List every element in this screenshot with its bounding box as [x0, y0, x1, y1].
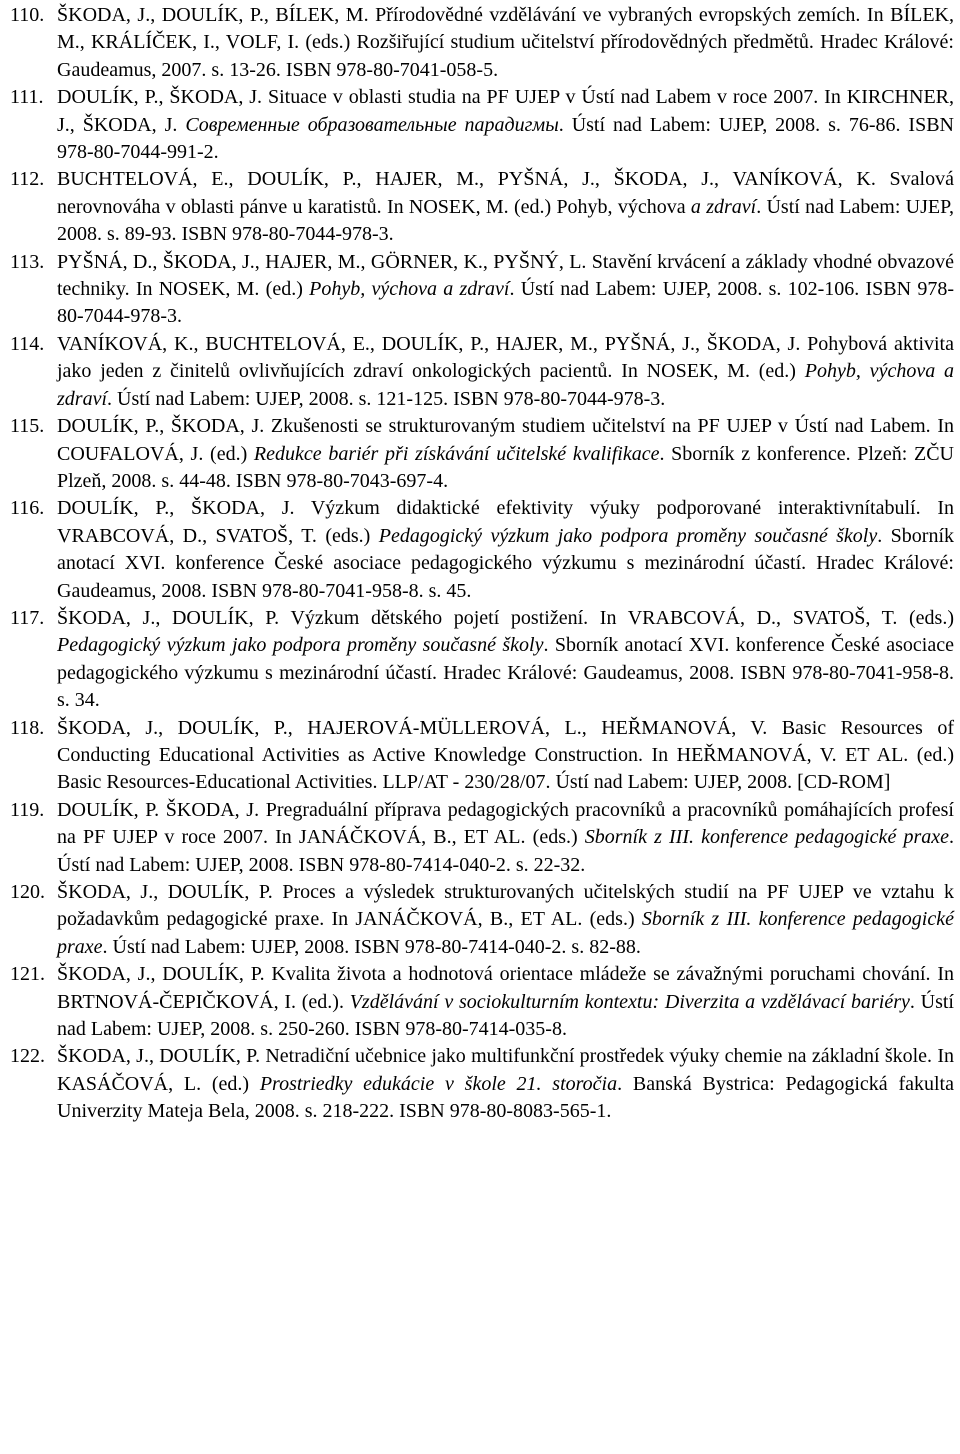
- reference-text-segment: VANÍKOVÁ, K., BUCHTELOVÁ, E., DOULÍK, P., HAJER, M., PYŠNÁ, J., ŠKODA, J. Pohybová aktivita jako jeden z činitelů ovlivňujících zdraví onkologických pacientů. In NOSEK, M. (ed.): [57, 332, 954, 383]
- reference-title-italic: Современные образовательные парадигмы: [185, 113, 559, 136]
- reference-text: [57, 607, 954, 711]
- reference-text: [57, 4, 954, 81]
- reference-item: [10, 166, 954, 248]
- reference-title-italic: Pohyb, výchova a zdraví: [309, 278, 510, 301]
- reference-number: 118.: [10, 716, 45, 739]
- reference-text-segment: . Ústí nad Labem: UJEP, 2008. s. 102-106. ISBN 978-80-7044-978-3.: [57, 278, 954, 328]
- reference-title-italic: Pohyb, výchova a zdraví: [57, 360, 955, 410]
- reference-title-italic: Sborník z III. konference pedagogické praxe: [584, 826, 949, 849]
- reference-container: [10, 2, 954, 1126]
- reference-text-segment: ŠKODA, J., DOULÍK, P. Kvalita života a hodnotová orientace mládeže se závažnými poruchami chování. In BRTNOVÁ-ČEPIČKOVÁ, I. (ed.).: [57, 963, 954, 1013]
- reference-text-segment: ŠKODA, J., DOULÍK, P. Výzkum dětského pojetí postižení. In VRABCOVÁ, D., SVATOŠ, T. (eds.): [57, 606, 954, 629]
- reference-item: [10, 249, 954, 331]
- reference-number: 110.: [10, 4, 45, 26]
- reference-text-segment: . Ústí nad Labem: UJEP, 2008. s. 250-260. ISBN 978-80-7414-035-8.: [57, 990, 954, 1041]
- reference-text: [57, 799, 954, 876]
- reference-item: [10, 961, 954, 1043]
- reference-item: [10, 879, 954, 961]
- reference-number: 115.: [10, 415, 45, 438]
- reference-title-italic: Pedagogický výzkum jako podpora proměny současné školy: [57, 634, 544, 657]
- reference-title-italic: Pedagogický výzkum jako podpora proměny současné školy: [378, 524, 878, 547]
- reference-item: [10, 1043, 954, 1125]
- reference-text: [57, 168, 954, 245]
- reference-number: 119.: [10, 798, 45, 821]
- reference-number: 114.: [10, 332, 45, 355]
- reference-text-segment: ŠKODA, J., DOULÍK, P., HAJEROVÁ-MÜLLEROVÁ, L., HEŘMANOVÁ, V. Basic Resources of Conducting Educational Activities as Active Knowledge Construction. In HEŘMANOVÁ, V. ET AL. (ed.) Basic Resources-Educational Activities. LLP/AT - 230/28/07. Ústí nad Labem: UJEP, 2008. [CD-ROM]: [57, 716, 954, 794]
- reference-text-segment: . Sborník z konference. Plzeň: ZČU Plzeň, 2008. s. 44-48. ISBN 978-80-7043-697-4.: [57, 442, 954, 492]
- reference-item: [10, 797, 954, 879]
- reference-text-segment: PYŠNÁ, D., ŠKODA, J., HAJER, M., GÖRNER, K., PYŠNÝ, L. Stavění krvácení a základy vhodné obvazové techniky. In NOSEK, M. (ed.): [57, 250, 954, 301]
- reference-text: [57, 251, 954, 328]
- reference-text: [57, 497, 954, 601]
- reference-text-segment: DOULÍK, P., ŠKODA, J. Situace v oblasti studia na PF UJEP v Ústí nad Labem v roce 2007. In KIRCHNER, J., ŠKODA, J.: [57, 86, 954, 136]
- reference-number: 120.: [10, 881, 45, 903]
- reference-text-segment: BUCHTELOVÁ, E., DOULÍK, P., HAJER, M., PYŠNÁ, J., ŠKODA, J., VANÍKOVÁ, K. Svalová nerovnováha v oblasti pánve u karatistů. In NOSEK, M. (ed.) Pohyb, výchova: [57, 168, 954, 218]
- reference-text-segment: . Ústí nad Labem: UJEP, 2008. s. 89-93. ISBN 978-80-7044-978-3.: [57, 195, 955, 246]
- reference-item: [10, 331, 954, 413]
- reference-item: [10, 2, 954, 84]
- reference-text-segment: . Ústí nad Labem: UJEP, 2008. s. 121-125. ISBN 978-80-7044-978-3.: [107, 387, 666, 410]
- reference-text: [57, 717, 954, 794]
- reference-text-segment: . Banská Bystrica: Pedagogická fakulta Univerzity Mateja Bela, 2008. s. 218-222. ISBN 978-80-8083-565-1.: [57, 1072, 954, 1123]
- reference-item: [10, 715, 954, 797]
- reference-text-segment: DOULÍK, P. ŠKODA, J. Pregraduální příprava pedagogických pracovníků a pracovníků pomáhajících profesí na PF UJEP v roce 2007. In JANÁČKOVÁ, B., ET AL. (eds.): [57, 798, 954, 849]
- reference-title-italic: a zdraví: [690, 195, 757, 218]
- reference-number: 117.: [10, 606, 45, 629]
- reference-text: [57, 881, 954, 958]
- reference-number: 116.: [10, 497, 45, 520]
- reference-item: [10, 84, 954, 166]
- reference-title-italic: Vzdělávání v sociokulturním kontextu: Diverzita a vzdělávací bariéry: [349, 990, 910, 1013]
- reference-number: 121.: [10, 963, 45, 986]
- reference-text-segment: DOULÍK, P., ŠKODA, J. Zkušenosti se strukturovaným studiem učitelství na PF UJEP v Ústí nad Labem. In COUFALOVÁ, J. (ed.): [57, 415, 954, 465]
- reference-title-italic: Redukce bariér při získávání učitelské kvalifikace: [253, 442, 660, 465]
- reference-item: [10, 413, 954, 495]
- reference-item: [10, 495, 954, 605]
- reference-text-segment: . Ústí nad Labem: UJEP, 2008. s. 76-86. ISBN 978-80-7044-991-2.: [57, 113, 954, 164]
- reference-title-italic: Sborník z III. konference pedagogické praxe: [57, 908, 954, 958]
- reference-number: 113.: [10, 250, 45, 273]
- reference-item: [10, 605, 954, 715]
- reference-text: [57, 333, 954, 410]
- reference-text-segment: . Ústí nad Labem: UJEP, 2008. ISBN 978-80-7414-040-2. s. 22-32.: [57, 826, 954, 876]
- reference-text: [57, 86, 954, 163]
- reference-text: [57, 1045, 954, 1122]
- reference-title-italic: Prostriedky edukácie v škole 21. storočia: [259, 1072, 618, 1095]
- reference-text-segment: . Sborník anotací XVI. konference České asociace pedagogického výzkumu s mezinárodní účastí. Hradec Králové: Gaudeamus, 2008. ISBN 978-80-7041-958-8. s. 34.: [57, 634, 954, 712]
- reference-text-segment: . Sborník anotací XVI. konference České asociace pedagogického výzkumu s mezinárodní účastí. Hradec Králové: Gaudeamus, 2008. ISBN 978-80-7041-958-8. s. 45.: [57, 524, 955, 602]
- reference-number: 111.: [10, 86, 44, 109]
- reference-number: 122.: [10, 1045, 45, 1068]
- reference-text-segment: DOULÍK, P., ŠKODA, J. Výzkum didaktické efektivity výuky podporované interaktivnítabulí. In VRABCOVÁ, D., SVATOŠ, T. (eds.): [57, 497, 954, 547]
- reference-number: 112.: [10, 168, 45, 191]
- reference-text-segment: ŠKODA, J., DOULÍK, P. Netradiční učebnice jako multifunkční prostředek výuky chemie na základní škole. In KASÁČOVÁ, L. (ed.): [57, 1045, 954, 1095]
- reference-text-segment: ŠKODA, J., DOULÍK, P., BÍLEK, M. Přírodovědné vzdělávání ve vybraných evropských zemích. In BÍLEK, M., KRÁLÍČEK, I., VOLF, I. (eds.) Rozšiřující studium učitelství přírodovědných předmětů. Hradec Králové: Gaudeamus, 2007. s. 13-26. ISBN 978-80-7041-058-5.: [57, 4, 954, 81]
- reference-text-segment: . Ústí nad Labem: UJEP, 2008. ISBN 978-80-7414-040-2. s. 82-88.: [102, 935, 641, 958]
- reference-text: [57, 963, 954, 1040]
- reference-text-segment: ŠKODA, J., DOULÍK, P. Proces a výsledek strukturovaných učitelských studií na PF UJEP ve vztahu k požadavkům pedagogické praxe. In JANÁČKOVÁ, B., ET AL. (eds.): [57, 881, 954, 931]
- reference-text: [57, 415, 954, 492]
